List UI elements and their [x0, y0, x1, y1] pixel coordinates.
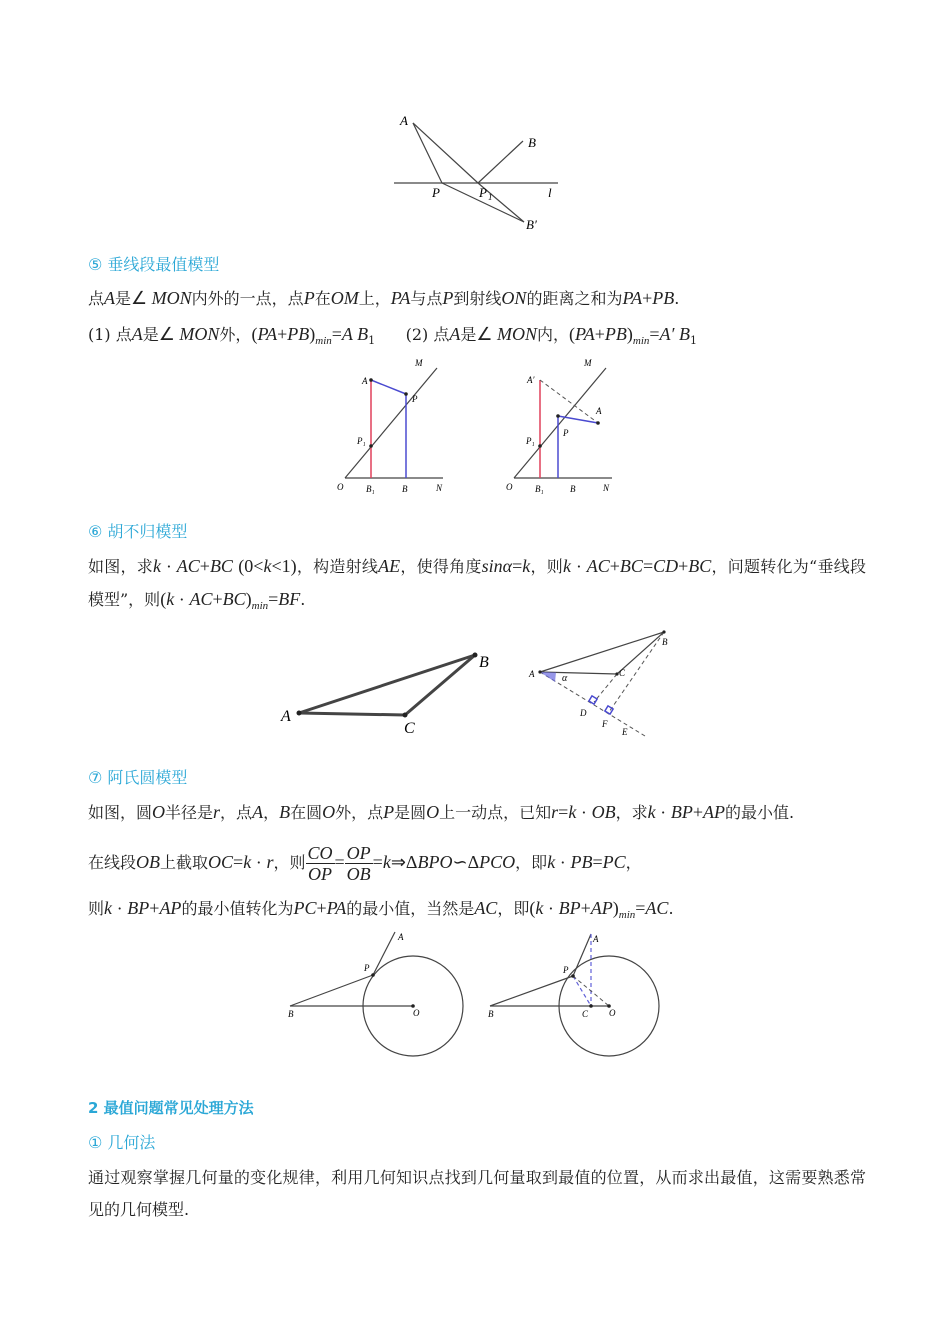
s7-figure-2 — [482, 928, 672, 1060]
section-2-heading: 2 最值问题常见处理方法 — [88, 1099, 254, 1117]
svg-text:O: O — [609, 1008, 616, 1018]
heading-vertical-segment-model: ⑤ 垂线段最值模型 — [88, 255, 220, 274]
svg-text:B: B — [570, 484, 576, 494]
label-Bprime: B′ — [526, 217, 537, 232]
s5-paragraph-2: (1) 点A是∠ MON外，$(PA+PB)_{min}=A$ $B_1$ (2) 点A是∠ MON内，$(PA+PB)_{min}=A'$ $B_1$ — [88, 324, 697, 348]
svg-text:P: P — [563, 965, 569, 975]
label-B: B — [528, 135, 536, 150]
svg-text:N: N — [436, 483, 443, 493]
s5-paragraph-1: 点A是∠ MON内外的一点，点P在OM上，PA与点P到射线ON的距离之和为PA+PB. — [88, 288, 680, 308]
s5-figure-2 — [500, 350, 630, 500]
svg-text:P: P — [412, 394, 418, 404]
svg-text:D: D — [580, 708, 587, 718]
svg-text:C: C — [619, 668, 626, 678]
s6-figure-2 — [520, 626, 680, 742]
svg-text:A: A — [596, 406, 602, 416]
s7-paragraph-2: 在线段OB上截取OC=k · r，则 $\frac{CO}{OP}$ = $\frac{OP}{OB}$ =k⇒ΔBPO∽ΔPCO，即k · PB=PC， — [88, 843, 642, 884]
svg-text:1: 1 — [488, 192, 493, 202]
svg-text:O: O — [413, 1008, 420, 1018]
svg-text:A: A — [593, 934, 599, 944]
s7-paragraph-3: 则k · BP+AP的最小值转化为PC+PA的最小值，当然是AC，即$(k \cdot BP+AP)_{min}=AC$. — [88, 898, 674, 922]
svg-text:E: E — [622, 727, 628, 737]
svg-text:A: A — [281, 708, 291, 725]
svg-text:M: M — [415, 358, 423, 368]
sec2-paragraph: 通过观察掌握几何量的变化规律，利用几何知识点找到几何量取到最值的位置，从而求出最值，这需要熟悉常见的几何模型. — [88, 1168, 866, 1219]
svg-text:F: F — [602, 719, 608, 729]
label-P1: P — [479, 185, 487, 200]
svg-text:α: α — [562, 673, 568, 684]
svg-text:A′: A′ — [527, 375, 535, 385]
svg-text:B: B — [479, 654, 489, 671]
svg-text:B: B — [488, 1009, 494, 1019]
s7-figure-1 — [282, 928, 472, 1060]
svg-text:B₁: B₁ — [535, 484, 544, 494]
svg-text:C: C — [582, 1009, 589, 1019]
s5-figure-1 — [333, 350, 463, 500]
label-A: A — [400, 113, 408, 128]
svg-text:A: A — [362, 376, 368, 386]
label-P: P — [432, 185, 440, 200]
svg-text:B: B — [402, 484, 408, 494]
svg-text:P₁: P₁ — [526, 436, 535, 446]
svg-text:P: P — [364, 963, 370, 973]
svg-text:N: N — [603, 483, 610, 493]
svg-text:O: O — [506, 482, 513, 492]
svg-text:A: A — [529, 669, 535, 679]
heading-hubugui-model: ⑥ 胡不归模型 — [88, 522, 188, 541]
svg-text:P: P — [563, 428, 569, 438]
heading-geometric-method: ① 几何法 — [88, 1133, 156, 1152]
top-figure — [380, 105, 580, 235]
label-l: l — [548, 185, 552, 200]
svg-text:A: A — [398, 932, 404, 942]
s7-paragraph-1: 如图，圆O半径是r，点A，B在圆O外，点P是圆O上一动点，已知r=k · OB，求k · BP+AP的最小值. — [88, 802, 795, 822]
svg-text:C: C — [404, 720, 415, 737]
svg-text:O: O — [337, 482, 344, 492]
svg-text:B: B — [288, 1009, 294, 1019]
s6-paragraph: 如图，求k · AC+BC (0<k<1)，构造射线AE，使得角度sinα=k，则k · AC+BC=CD+BC，问题转化为“垂线段模型”，则$(k \cdot AC+BC)_{min}=BF$. — [88, 556, 866, 613]
svg-text:M: M — [584, 358, 592, 368]
svg-text:B₁: B₁ — [366, 484, 375, 494]
svg-text:B: B — [662, 637, 668, 647]
heading-apollonius-circle-model: ⑦ 阿氏圆模型 — [88, 768, 188, 787]
svg-text:P₁: P₁ — [357, 436, 366, 446]
s6-figure-1 — [275, 645, 500, 740]
